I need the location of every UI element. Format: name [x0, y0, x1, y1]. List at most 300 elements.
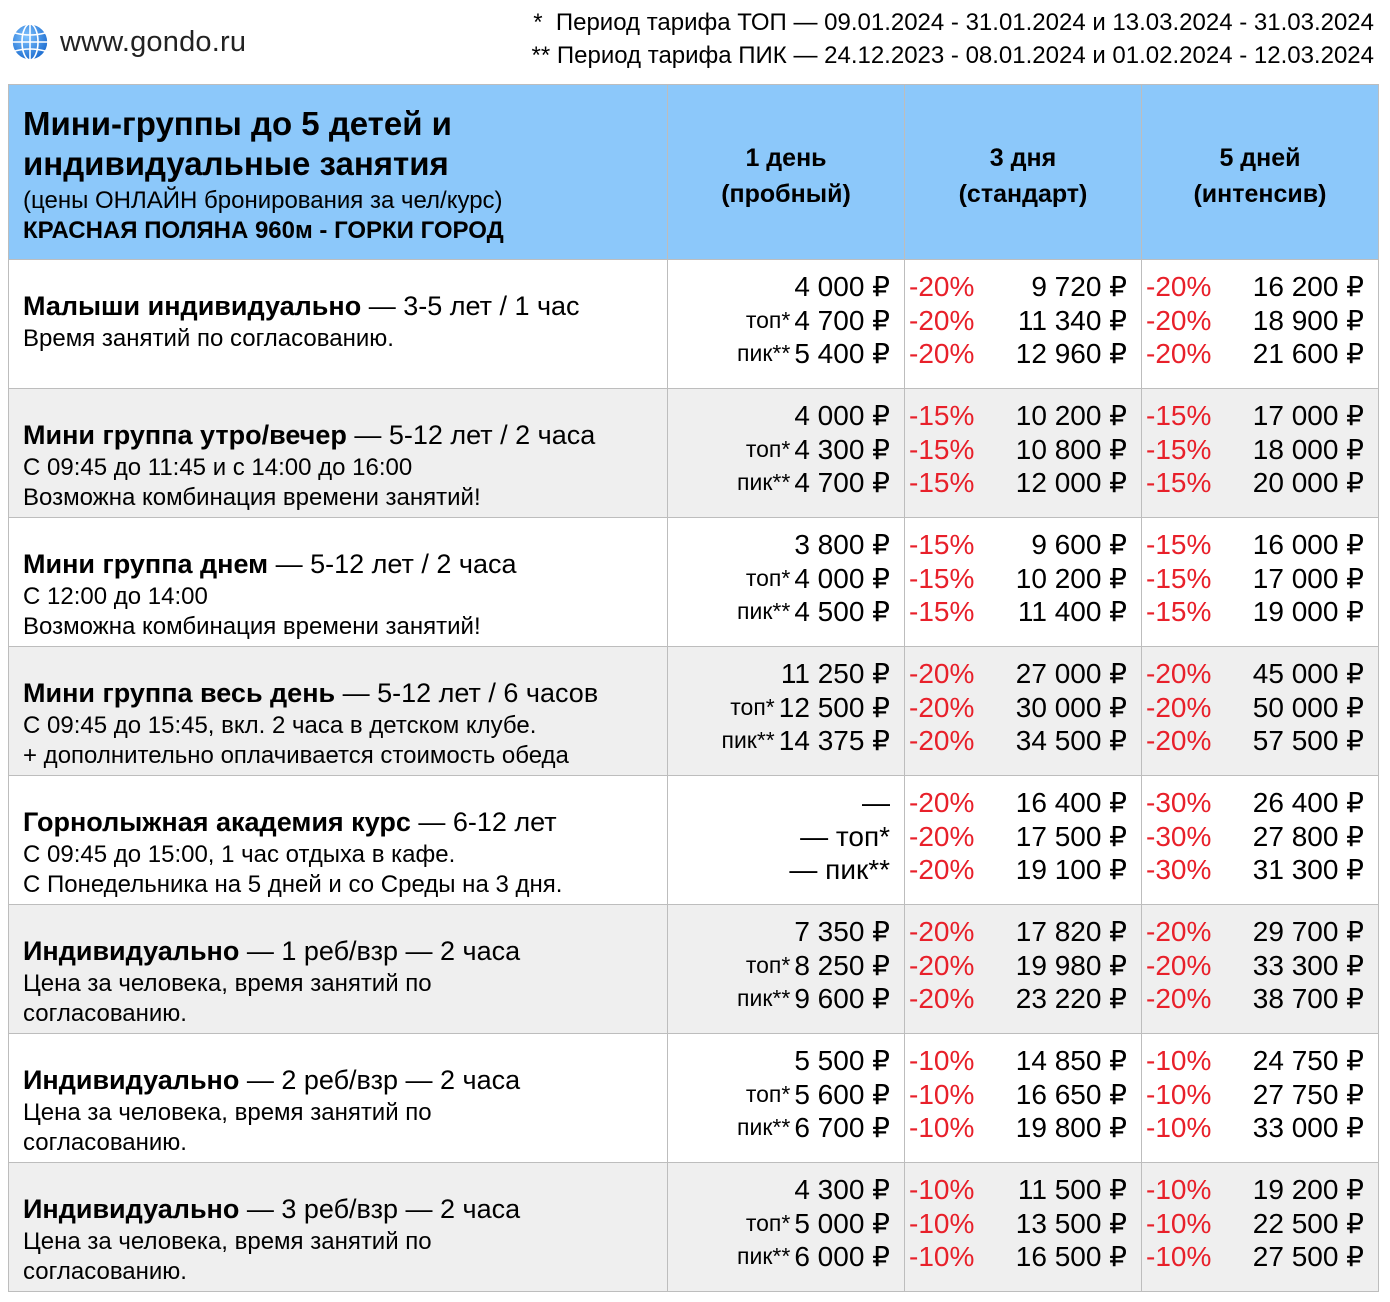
- service-note: + дополнительно оплачивается стоимость обеда: [23, 742, 569, 769]
- price-value: 17 500 ₽: [1015, 820, 1127, 852]
- price-3-days: [905, 905, 1142, 1034]
- discount-badge: -10%: [1146, 1078, 1212, 1110]
- price-line: [1146, 595, 1364, 629]
- table-row: [9, 389, 1379, 518]
- price-value: 23 220 ₽: [1015, 983, 1127, 1014]
- price-line: [672, 270, 890, 304]
- discount-badge: -20%: [909, 820, 975, 852]
- price-value: 27 500 ₽: [1252, 1241, 1364, 1272]
- price-value: 17 000 ₽: [1252, 562, 1364, 594]
- price-value: 5 400 ₽: [794, 338, 890, 369]
- service-name: Мини группа утро/вечер: [23, 420, 347, 450]
- price-line: [1146, 337, 1364, 371]
- column-header-5-days: [1142, 85, 1379, 260]
- price-value: 6 000 ₽: [794, 1241, 890, 1272]
- price-line: [909, 1173, 1127, 1207]
- price-value: 22 500 ₽: [1252, 1207, 1364, 1239]
- price-line: [909, 1111, 1127, 1145]
- price-line: [909, 304, 1127, 338]
- price-1-day: [668, 776, 905, 905]
- price-value: 5 500 ₽: [794, 1045, 890, 1076]
- price-line: [1146, 1044, 1364, 1078]
- price-line: [672, 337, 890, 371]
- discount-badge: -15%: [909, 596, 975, 627]
- price-3-days: [905, 518, 1142, 647]
- price-value: 4 300 ₽: [794, 433, 890, 465]
- discount-badge: -20%: [909, 983, 975, 1014]
- price-line: [672, 1078, 890, 1112]
- price-value: — топ*: [800, 820, 890, 852]
- discount-badge: -30%: [1146, 787, 1212, 818]
- price-line: [909, 657, 1127, 691]
- price-value: 16 500 ₽: [1015, 1241, 1127, 1272]
- discount-badge: -20%: [909, 338, 975, 369]
- column-header-sublabel: (интенсив): [1193, 180, 1327, 208]
- price-table: [8, 84, 1379, 1292]
- price-5-days: [1142, 905, 1379, 1034]
- service-name: Мини группа днем: [23, 549, 269, 579]
- discount-badge: -10%: [909, 1078, 975, 1110]
- price-5-days: [1142, 1034, 1379, 1163]
- price-3-days: [905, 1034, 1142, 1163]
- service-note: Цена за человека, время занятий по: [23, 970, 432, 997]
- price-line: [672, 1240, 890, 1274]
- table-row: [9, 518, 1379, 647]
- tariff-label: топ*: [745, 564, 791, 591]
- discount-badge: -20%: [909, 658, 975, 689]
- discount-badge: -20%: [909, 916, 975, 947]
- table-row: [9, 776, 1379, 905]
- discount-badge: -20%: [909, 787, 975, 818]
- service-note: С Понедельника на 5 дней и со Среды на 3 дня.: [23, 871, 563, 898]
- discount-badge: -10%: [909, 1174, 975, 1205]
- table-body: [9, 260, 1379, 1292]
- price-5-days: [1142, 647, 1379, 776]
- service-title: [23, 546, 653, 582]
- discount-badge: -15%: [909, 433, 975, 465]
- price-value: 20 000 ₽: [1252, 467, 1364, 498]
- globe-icon: [10, 22, 50, 62]
- price-value: 38 700 ₽: [1252, 983, 1364, 1014]
- service-title: [23, 804, 653, 840]
- price-line: [1146, 270, 1364, 304]
- price-line: [1146, 304, 1364, 338]
- price-line: [1146, 982, 1364, 1016]
- price-5-days: [1142, 518, 1379, 647]
- price-value: 13 500 ₽: [1015, 1207, 1127, 1239]
- price-3-days: [905, 1163, 1142, 1292]
- price-value: 57 500 ₽: [1252, 725, 1364, 756]
- column-header-label: 3 дня: [989, 144, 1057, 172]
- discount-badge: -15%: [1146, 596, 1212, 627]
- price-line: [672, 949, 890, 983]
- table-row: [9, 905, 1379, 1034]
- service-title: [23, 1062, 653, 1098]
- price-value: 5 600 ₽: [794, 1078, 890, 1110]
- price-line: [672, 1173, 890, 1207]
- price-value: 14 375 ₽: [778, 725, 890, 756]
- price-value: 17 820 ₽: [1015, 916, 1127, 947]
- price-line: [1146, 399, 1364, 433]
- service-description: [9, 776, 668, 905]
- table-row: [9, 1163, 1379, 1292]
- price-line: [909, 595, 1127, 629]
- discount-badge: -20%: [1146, 916, 1212, 947]
- price-value: 9 600 ₽: [794, 983, 890, 1014]
- discount-badge: -10%: [1146, 1241, 1212, 1272]
- service-note: С 09:45 до 15:45, вкл. 2 часа в детском клубе.: [23, 712, 537, 739]
- price-line: [672, 853, 890, 887]
- price-line: [909, 691, 1127, 725]
- service-title: [23, 417, 653, 453]
- discount-badge: -20%: [1146, 338, 1212, 369]
- table-location: КРАСНАЯ ПОЛЯНА 960м - ГОРКИ ГОРОД: [23, 217, 504, 244]
- service-detail: — 6-12 лет: [410, 807, 557, 837]
- price-line: [909, 562, 1127, 596]
- price-value: 45 000 ₽: [1252, 658, 1364, 689]
- discount-badge: -10%: [1146, 1174, 1212, 1205]
- table-row: [9, 647, 1379, 776]
- price-value: —: [862, 787, 890, 818]
- discount-badge: -20%: [1146, 658, 1212, 689]
- price-value: 19 000 ₽: [1252, 596, 1364, 627]
- price-line: [672, 1044, 890, 1078]
- price-line: [1146, 433, 1364, 467]
- table-row: [9, 1034, 1379, 1163]
- service-description: [9, 1163, 668, 1292]
- table-header-row: [9, 85, 1379, 260]
- price-line: [909, 982, 1127, 1016]
- price-value: 4 000 ₽: [794, 400, 890, 431]
- discount-badge: -10%: [909, 1207, 975, 1239]
- price-line: [1146, 562, 1364, 596]
- price-line: [1146, 1111, 1364, 1145]
- price-line: [672, 466, 890, 500]
- price-line: [909, 1078, 1127, 1112]
- price-value: 4 700 ₽: [794, 304, 890, 336]
- column-header-sublabel: (стандарт): [958, 180, 1088, 208]
- service-title: [23, 933, 653, 969]
- price-1-day: [668, 647, 905, 776]
- service-note: согласованию.: [23, 1129, 187, 1156]
- price-line: [909, 820, 1127, 854]
- service-detail: — 3-5 лет / 1 час: [361, 291, 580, 321]
- price-line: [909, 1207, 1127, 1241]
- price-value: 33 300 ₽: [1252, 949, 1364, 981]
- column-header-sublabel: (пробный): [721, 180, 851, 208]
- price-value: 4 500 ₽: [794, 596, 890, 627]
- price-line: [672, 528, 890, 562]
- price-value: 11 400 ₽: [1017, 596, 1127, 627]
- price-line: [1146, 1240, 1364, 1274]
- tariff-label: пик**: [737, 1243, 791, 1269]
- price-line: [909, 399, 1127, 433]
- tariff-label: топ*: [745, 306, 791, 333]
- price-value: 12 000 ₽: [1015, 467, 1127, 498]
- service-note: Цена за человека, время занятий по: [23, 1099, 432, 1126]
- discount-badge: -20%: [1146, 725, 1212, 756]
- discount-badge: -10%: [909, 1112, 975, 1143]
- service-detail: — 5-12 лет / 2 часа: [268, 549, 517, 579]
- service-note: С 12:00 до 14:00: [23, 583, 208, 610]
- service-description: [9, 905, 668, 1034]
- price-line: [1146, 528, 1364, 562]
- price-line: [672, 595, 890, 629]
- price-value: 30 000 ₽: [1015, 691, 1127, 723]
- price-line: [909, 724, 1127, 758]
- price-value: 8 250 ₽: [794, 949, 890, 981]
- tariff-label: пик**: [721, 727, 775, 753]
- discount-badge: -15%: [1146, 529, 1212, 560]
- service-description: [9, 647, 668, 776]
- discount-badge: -20%: [1146, 691, 1212, 723]
- tariff-label: топ*: [730, 693, 775, 720]
- column-header-label: 1 день: [745, 144, 827, 172]
- price-1-day: [668, 1034, 905, 1163]
- discount-badge: -15%: [909, 467, 975, 498]
- service-name: Индивидуально: [23, 936, 240, 966]
- price-value: 31 300 ₽: [1252, 854, 1364, 885]
- discount-badge: -15%: [909, 562, 975, 594]
- price-line: [909, 433, 1127, 467]
- price-value: 19 800 ₽: [1015, 1112, 1127, 1143]
- price-line: [672, 786, 890, 820]
- table-row: [9, 260, 1379, 389]
- price-value: 24 750 ₽: [1252, 1045, 1364, 1076]
- price-line: [1146, 724, 1364, 758]
- price-line: [909, 1240, 1127, 1274]
- column-header-label: 5 дней: [1219, 144, 1301, 172]
- price-value: 34 500 ₽: [1015, 725, 1127, 756]
- price-line: [672, 982, 890, 1016]
- price-line: [1146, 691, 1364, 725]
- price-5-days: [1142, 1163, 1379, 1292]
- service-name: Малыши индивидуально: [23, 291, 362, 321]
- price-1-day: [668, 260, 905, 389]
- price-value: 29 700 ₽: [1252, 916, 1364, 947]
- discount-badge: -15%: [1146, 400, 1212, 431]
- price-value: 16 650 ₽: [1015, 1078, 1127, 1110]
- price-5-days: [1142, 260, 1379, 389]
- price-value: 27 800 ₽: [1252, 820, 1364, 852]
- price-value: 19 980 ₽: [1015, 949, 1127, 981]
- discount-badge: -15%: [1146, 467, 1212, 498]
- price-value: 12 500 ₽: [778, 691, 890, 723]
- service-name: Мини группа весь день: [23, 678, 336, 708]
- discount-badge: -20%: [1146, 983, 1212, 1014]
- table-title: [9, 85, 668, 260]
- price-line: [672, 1111, 890, 1145]
- service-name: Индивидуально: [23, 1194, 240, 1224]
- tariff-label: пик**: [737, 340, 791, 366]
- service-note: С 09:45 до 15:00, 1 час отдыха в кафе.: [23, 841, 456, 868]
- service-title: [23, 1191, 653, 1227]
- service-name: Индивидуально: [23, 1065, 240, 1095]
- price-value: 19 200 ₽: [1252, 1174, 1364, 1205]
- price-line: [672, 433, 890, 467]
- tariff-note-peak: ** Период тарифа ПИК — 24.12.2023 - 08.01.2024 и 01.02.2024 - 12.03.2024: [531, 42, 1374, 69]
- price-value: 16 200 ₽: [1252, 271, 1364, 302]
- price-line: [1146, 949, 1364, 983]
- price-line: [672, 657, 890, 691]
- price-1-day: [668, 389, 905, 518]
- discount-badge: -10%: [909, 1241, 975, 1272]
- discount-badge: -10%: [1146, 1045, 1212, 1076]
- discount-badge: -20%: [1146, 949, 1212, 981]
- tariff-label: пик**: [737, 469, 791, 495]
- discount-badge: -20%: [1146, 304, 1212, 336]
- price-3-days: [905, 647, 1142, 776]
- price-value: 12 960 ₽: [1015, 338, 1127, 369]
- discount-badge: -30%: [1146, 854, 1212, 885]
- service-note: согласованию.: [23, 1258, 187, 1285]
- price-1-day: [668, 1163, 905, 1292]
- discount-badge: -15%: [909, 529, 975, 560]
- price-line: [672, 399, 890, 433]
- price-line: [672, 724, 890, 758]
- price-value: 9 600 ₽: [1031, 529, 1127, 560]
- price-line: [1146, 853, 1364, 887]
- column-header-1-day: [668, 85, 905, 260]
- service-detail: — 3 реб/взр — 2 часа: [239, 1194, 521, 1224]
- tariff-label: топ*: [745, 1080, 791, 1107]
- price-value: 21 600 ₽: [1252, 338, 1364, 369]
- price-value: 11 500 ₽: [1017, 1174, 1127, 1205]
- service-title: [23, 675, 653, 711]
- price-line: [672, 691, 890, 725]
- tariff-label: пик**: [737, 985, 791, 1011]
- price-line: [909, 786, 1127, 820]
- page-header: [0, 0, 1390, 84]
- price-5-days: [1142, 389, 1379, 518]
- service-note: Возможна комбинация времени занятий!: [23, 613, 481, 640]
- column-header-3-days: [905, 85, 1142, 260]
- price-value: 27 750 ₽: [1252, 1078, 1364, 1110]
- service-detail: — 5-12 лет / 2 часа: [346, 420, 596, 450]
- price-1-day: [668, 905, 905, 1034]
- price-value: 9 720 ₽: [1031, 271, 1127, 302]
- service-description: [9, 260, 668, 389]
- price-5-days: [1142, 776, 1379, 905]
- price-3-days: [905, 260, 1142, 389]
- price-value: 6 700 ₽: [794, 1112, 890, 1143]
- price-line: [909, 915, 1127, 949]
- table-title-line1: Мини-группы до 5 детей и: [23, 105, 452, 142]
- price-line: [1146, 1173, 1364, 1207]
- price-line: [1146, 915, 1364, 949]
- site-logo[interactable]: [10, 22, 246, 62]
- price-value: 18 900 ₽: [1252, 304, 1364, 336]
- service-title: [23, 288, 653, 324]
- price-value: 18 000 ₽: [1252, 433, 1364, 465]
- discount-badge: -15%: [1146, 562, 1212, 594]
- price-line: [672, 915, 890, 949]
- discount-badge: -10%: [1146, 1207, 1212, 1239]
- price-line: [909, 1044, 1127, 1078]
- discount-badge: -20%: [909, 691, 975, 723]
- price-value: 14 850 ₽: [1015, 1045, 1127, 1076]
- price-line: [1146, 1078, 1364, 1112]
- price-value: 7 350 ₽: [794, 916, 890, 947]
- discount-badge: -20%: [909, 854, 975, 885]
- price-line: [909, 466, 1127, 500]
- price-value: 3 800 ₽: [794, 529, 890, 560]
- discount-badge: -20%: [1146, 271, 1212, 302]
- price-value: 19 100 ₽: [1015, 854, 1127, 885]
- service-note: Возможна комбинация времени занятий!: [23, 484, 481, 511]
- price-3-days: [905, 389, 1142, 518]
- price-value: 26 400 ₽: [1252, 787, 1364, 818]
- discount-badge: -30%: [1146, 820, 1212, 852]
- price-line: [672, 820, 890, 854]
- price-value: 17 000 ₽: [1252, 400, 1364, 431]
- service-description: [9, 1034, 668, 1163]
- service-name: Горнолыжная академия курс: [23, 807, 411, 837]
- service-description: [9, 389, 668, 518]
- price-value: 11 340 ₽: [1017, 304, 1127, 336]
- price-line: [909, 853, 1127, 887]
- price-value: 10 200 ₽: [1015, 562, 1127, 594]
- service-detail: — 1 реб/взр — 2 часа: [239, 936, 521, 966]
- price-line: [1146, 786, 1364, 820]
- price-value: 4 300 ₽: [794, 1174, 890, 1205]
- price-value: 5 000 ₽: [794, 1207, 890, 1239]
- tariff-label: топ*: [745, 1209, 791, 1236]
- discount-badge: -20%: [909, 949, 975, 981]
- price-line: [909, 949, 1127, 983]
- price-value: 10 200 ₽: [1015, 400, 1127, 431]
- price-line: [1146, 820, 1364, 854]
- price-value: 33 000 ₽: [1252, 1112, 1364, 1143]
- service-note: Время занятий по согласованию.: [23, 325, 394, 352]
- discount-badge: -20%: [909, 271, 975, 302]
- price-1-day: [668, 518, 905, 647]
- price-value: 11 250 ₽: [780, 658, 890, 689]
- discount-badge: -20%: [909, 304, 975, 336]
- price-value: 50 000 ₽: [1252, 691, 1364, 723]
- price-3-days: [905, 776, 1142, 905]
- price-line: [1146, 466, 1364, 500]
- tariff-label: пик**: [737, 598, 791, 624]
- discount-badge: -15%: [1146, 433, 1212, 465]
- service-note: С 09:45 до 11:45 и с 14:00 до 16:00: [23, 454, 413, 481]
- price-line: [909, 528, 1127, 562]
- table-title-line2: индивидуальные занятия: [23, 145, 449, 182]
- price-value: 16 000 ₽: [1252, 529, 1364, 560]
- price-value: 4 000 ₽: [794, 271, 890, 302]
- price-value: 27 000 ₽: [1015, 658, 1127, 689]
- discount-badge: -20%: [909, 725, 975, 756]
- price-line: [1146, 1207, 1364, 1241]
- site-url[interactable]: www.gondo.ru: [60, 25, 247, 58]
- discount-badge: -10%: [1146, 1112, 1212, 1143]
- service-detail: — 5-12 лет / 6 часов: [335, 678, 599, 708]
- service-note: Цена за человека, время занятий по: [23, 1228, 432, 1255]
- service-detail: — 2 реб/взр — 2 часа: [239, 1065, 521, 1095]
- price-line: [672, 1207, 890, 1241]
- price-line: [672, 562, 890, 596]
- tariff-note-top: * Период тарифа ТОП — 09.01.2024 - 31.01.2024 и 13.03.2024 - 31.03.2024: [533, 9, 1374, 36]
- price-line: [1146, 657, 1364, 691]
- price-value: 10 800 ₽: [1015, 433, 1127, 465]
- price-value: 4 000 ₽: [794, 562, 890, 594]
- discount-badge: -15%: [909, 400, 975, 431]
- service-note: согласованию.: [23, 1000, 187, 1027]
- table-subtitle: (цены ОНЛАЙН бронирования за чел/курс): [23, 187, 503, 214]
- tariff-label: пик**: [737, 1114, 791, 1140]
- discount-badge: -10%: [909, 1045, 975, 1076]
- tariff-notes: [532, 6, 1374, 72]
